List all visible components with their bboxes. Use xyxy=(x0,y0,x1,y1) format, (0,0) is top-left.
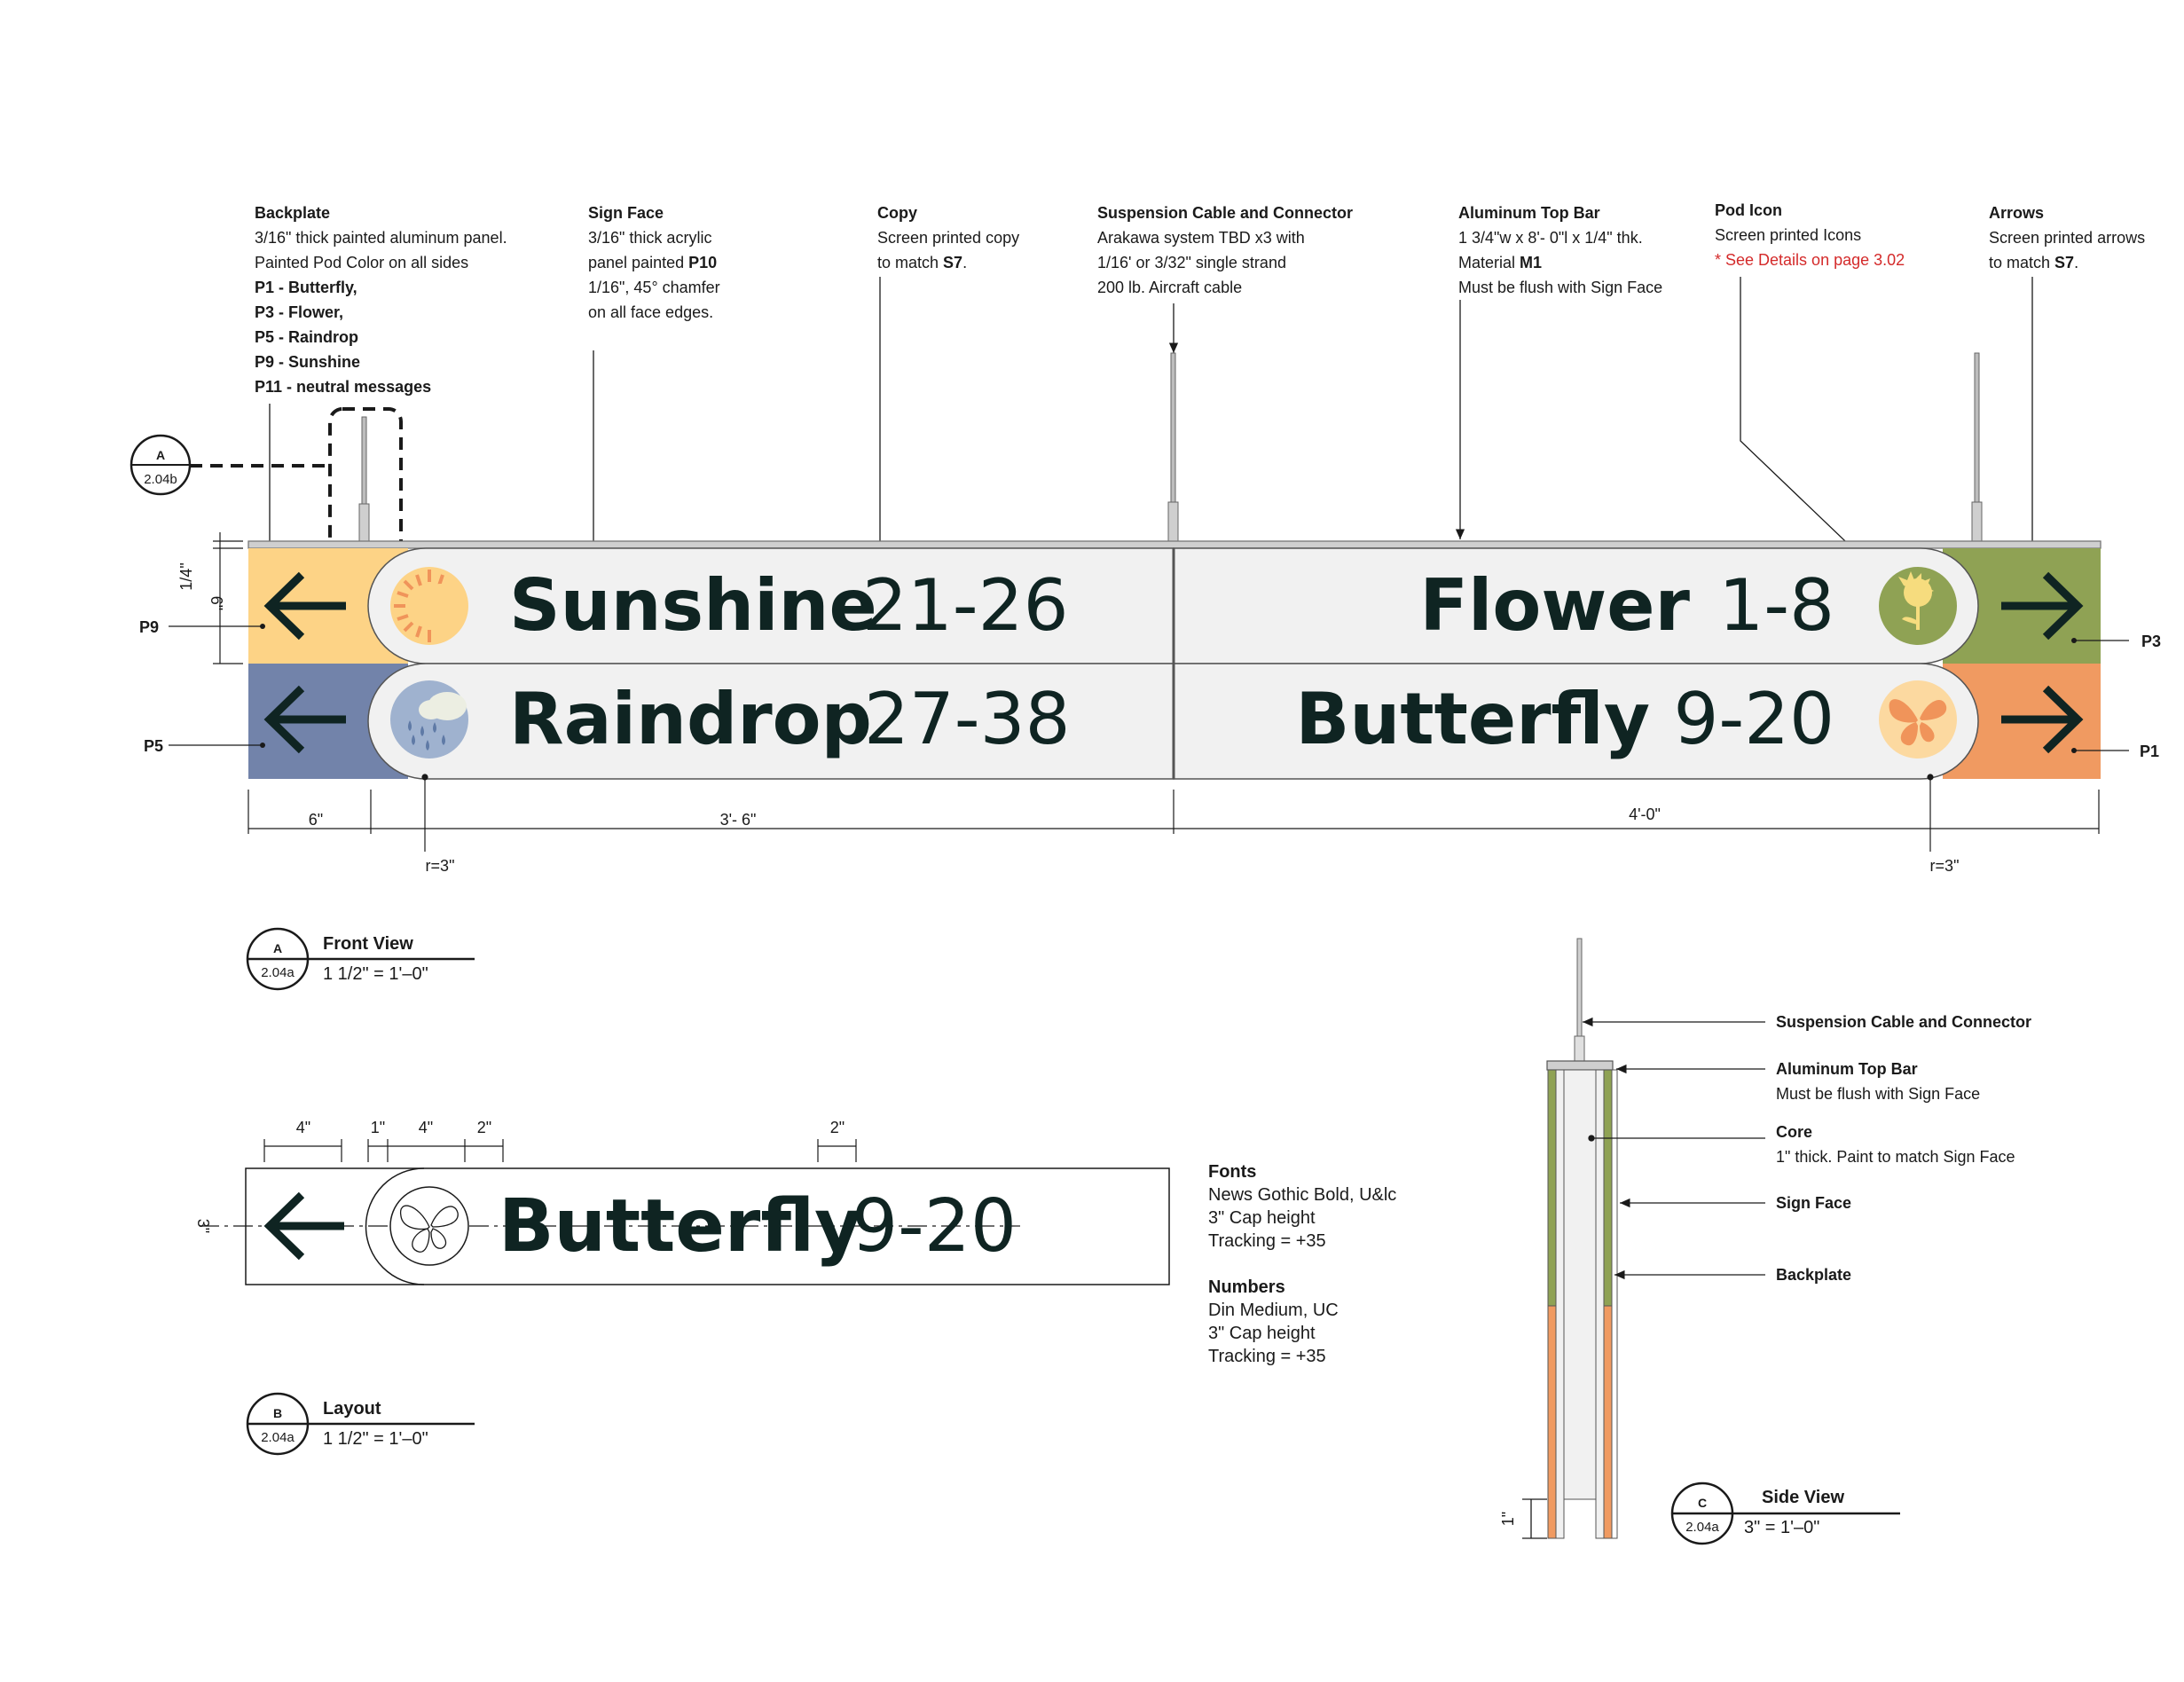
layout-view xyxy=(200,1168,1169,1285)
numbers-line: Din Medium, UC xyxy=(1208,1301,1339,1320)
layout-number: 9-20 xyxy=(852,1184,1017,1269)
callout-line: 200 lb. Aircraft cable xyxy=(1097,279,1243,296)
callout-line: P11 - neutral messages xyxy=(255,378,432,396)
callout-title: Suspension Cable and Connector xyxy=(1097,204,1354,222)
svg-text:2.04a: 2.04a xyxy=(1685,1520,1719,1535)
callout-line: 1/16' or 3/32" single strand xyxy=(1097,254,1286,271)
side-view xyxy=(1547,939,1617,1538)
dim-radius-right: r=3" xyxy=(1929,857,1960,875)
callout-line: P3 - Flower, xyxy=(255,303,344,321)
layout-dim-a: 4" xyxy=(295,1119,311,1136)
dim-seg1: 6" xyxy=(308,811,324,829)
callout-line: Screen printed copy xyxy=(877,229,1020,247)
callout-line: 1 3/4"w x 8'- 0"l x 1/4" thk. xyxy=(1458,229,1643,247)
side-dim: 1" xyxy=(1499,1511,1517,1527)
sign-label-flower: Flower xyxy=(1419,564,1690,647)
layout-dim-e: 2" xyxy=(829,1119,845,1136)
butterfly-icon xyxy=(1879,680,1957,758)
paint-label-p3: P3 xyxy=(2141,633,2162,650)
layout-dim-height: 3" xyxy=(194,1218,212,1234)
callout-line: Screen printed arrows xyxy=(1989,229,2146,247)
fonts-title: Fonts xyxy=(1208,1162,1257,1182)
callout-title: Copy xyxy=(877,204,917,222)
svg-text:C: C xyxy=(1697,1496,1708,1510)
layout-view-title xyxy=(247,1394,475,1454)
layout-dimensions xyxy=(264,1139,856,1162)
callout-line: Arakawa system TBD x3 with xyxy=(1097,229,1305,247)
side-note-sign-face: Sign Face xyxy=(1776,1194,1852,1212)
leader-lines xyxy=(270,277,2032,580)
callout-line: to match S7. xyxy=(877,254,968,271)
callout-line: * See Details on page 3.02 xyxy=(1715,251,1905,269)
callout-line: 1/16", 45° chamfer xyxy=(588,279,720,296)
dim-seg3: 4'-0" xyxy=(1629,806,1661,823)
svg-text:B: B xyxy=(272,1406,283,1420)
front-view-title-text: Front View xyxy=(323,934,413,954)
layout-view-title-text: Layout xyxy=(323,1399,381,1419)
fonts-line: Tracking = +35 xyxy=(1208,1231,1326,1251)
side-note-cable: Suspension Cable and Connector xyxy=(1776,1013,2032,1031)
svg-text:2.04a: 2.04a xyxy=(261,965,295,980)
numbers-title: Numbers xyxy=(1208,1277,1285,1297)
side-note-top-bar: Aluminum Top Bar Must be flush with Sign Face xyxy=(1776,1060,1981,1103)
layout-dim-d: 2" xyxy=(476,1119,492,1136)
fonts-line: News Gothic Bold, U&lc xyxy=(1208,1185,1397,1205)
side-note-core: Core 1" thick. Paint to match Sign Face xyxy=(1776,1123,2015,1166)
svg-text:A: A xyxy=(272,941,283,955)
callout-title: Aluminum Top Bar xyxy=(1458,204,1600,222)
callout-line: Material M1 xyxy=(1458,254,1543,271)
callout-title: Pod Icon xyxy=(1715,201,1782,219)
dim-radius-left: r=3" xyxy=(425,857,455,875)
svg-text:2.04a: 2.04a xyxy=(261,1430,295,1445)
callout-line: 3/16" thick acrylic xyxy=(588,229,712,247)
suspension-cables xyxy=(359,353,1982,541)
sign-number-flower: 1-8 xyxy=(1718,564,1834,647)
sign-label-raindrop: Raindrop xyxy=(509,678,872,760)
callout-title: Arrows xyxy=(1989,204,2045,222)
callout-line: P1 - Butterfly, xyxy=(255,279,357,296)
front-view-sign xyxy=(248,541,2101,779)
detail-bubble-top: A xyxy=(155,448,166,462)
callout-line: P5 - Raindrop xyxy=(255,328,359,346)
sign-label-butterfly: Butterfly xyxy=(1295,678,1650,760)
side-view-title xyxy=(1672,1483,1900,1544)
dim-seg2: 3'- 6" xyxy=(719,811,757,829)
layout-label: Butterfly xyxy=(499,1184,862,1269)
flower-icon xyxy=(1879,567,1957,645)
layout-dim-b: 1" xyxy=(370,1119,386,1136)
sunshine-icon xyxy=(390,567,468,645)
fonts-line: 3" Cap height xyxy=(1208,1208,1316,1228)
sign-number-butterfly: 9-20 xyxy=(1673,678,1834,760)
callout-line: Screen printed Icons xyxy=(1715,226,1862,244)
callout-line: 3/16" thick painted aluminum panel. xyxy=(255,229,507,247)
callout-title: Sign Face xyxy=(588,204,664,222)
callout-line: panel painted P10 xyxy=(588,254,718,271)
leader-pod-icon xyxy=(1740,277,1884,578)
paint-label-p9: P9 xyxy=(139,618,160,636)
callout-line: P9 - Sunshine xyxy=(255,353,361,371)
sign-label-sunshine: Sunshine xyxy=(509,564,877,647)
aluminum-top-bar xyxy=(248,541,2101,548)
callout-line: Must be flush with Sign Face xyxy=(1458,279,1663,296)
callout-title: Backplate xyxy=(255,204,331,222)
callout-line: Painted Pod Color on all sides xyxy=(255,254,469,271)
numbers-line: 3" Cap height xyxy=(1208,1324,1316,1343)
sign-number-raindrop: 27-38 xyxy=(864,678,1071,760)
detail-bubble-bottom: 2.04b xyxy=(144,472,177,487)
callout-line: to match S7. xyxy=(1989,254,2079,271)
callout-line: on all face edges. xyxy=(588,303,714,321)
front-view-title xyxy=(247,929,475,989)
paint-label-p5: P5 xyxy=(144,737,164,755)
layout-dim-c: 4" xyxy=(418,1119,434,1136)
raindrop-icon xyxy=(390,680,468,758)
side-view-scale: 3" = 1'–0" xyxy=(1744,1518,1820,1537)
front-view-scale: 1 1/2" = 1'–0" xyxy=(323,964,428,984)
sign-number-sunshine: 21-26 xyxy=(862,564,1069,647)
layout-view-scale: 1 1/2" = 1'–0" xyxy=(323,1429,428,1449)
paint-label-p1: P1 xyxy=(2140,743,2160,760)
dim-side-height: 6" xyxy=(208,595,225,611)
numbers-line: Tracking = +35 xyxy=(1208,1347,1326,1366)
dim-side-top: 1/4" xyxy=(177,562,195,591)
side-note-backplate: Backplate xyxy=(1776,1266,1852,1284)
side-view-title-text: Side View xyxy=(1762,1488,1845,1507)
